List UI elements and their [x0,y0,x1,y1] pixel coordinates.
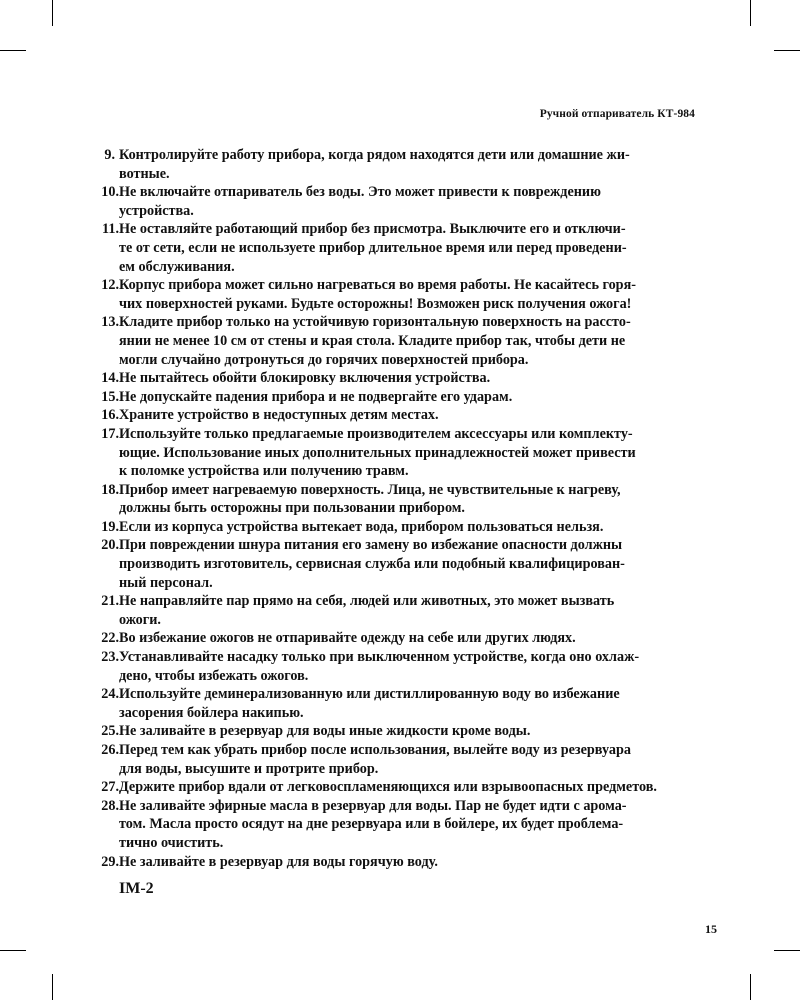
item-text: Если из корпуса устройства вытекает вода, прибором пользоваться нельзя. [119,518,604,535]
item-text: Не допускайте падения прибора и не подвергайте его ударам. [119,388,513,405]
item-text: Держите прибор вдали от легковоспламеняющихся или взрывоопасных предметов. [119,779,657,796]
item-number: 13. [101,314,119,331]
item-number: 22. [101,630,119,647]
list-item [92,778,700,797]
list-item [92,220,700,276]
item-text: Не направляйте пар прямо на себя, людей или животных, это может вызвать ожоги. [119,593,615,628]
list-item [92,369,700,388]
item-text: Используйте деминерализованную или дистиллированную воду во избежание засорения бойлера накипью. [119,686,620,721]
list-item [92,183,700,220]
list-item [92,629,700,648]
list-item [92,685,700,722]
item-text: Прибор имеет нагреваемую поверхность. Лица, не чувствительные к нагреву, должны быть осторожны при пользовании прибором. [119,481,621,517]
page-number: 15 [705,922,717,936]
item-text: Не оставляйте работающий прибор без присмотра. Выключите его и отключи- те от сети, если не используете прибор длительное время или перед проведени- ем обслуживания. [119,221,627,275]
list-item [92,797,700,853]
item-text: При повреждении шнура питания его замену во избежание опасности должны производить изготовитель, сервисная служба или подобный квалифицирован- ный персонал. [119,537,625,591]
item-number: 27. [101,779,119,796]
item-text: Во избежание ожогов не отпаривайте одежду на себе или других людях. [119,630,576,647]
item-number: 16. [101,407,119,424]
crop-mark-right-top [774,50,800,51]
item-text: Храните устройство в недоступных детям местах. [119,407,439,424]
list-item [92,388,700,407]
item-number: 28. [101,797,119,814]
item-text: Устанавливайте насадку только при выключенном устройстве, когда оно охлаж- дено, чтобы избежать ожогов. [119,649,640,684]
list-item [92,536,700,592]
list-item [92,406,700,425]
item-number: 17. [101,425,119,442]
crop-mark-left-top [0,50,26,51]
list-item [92,481,700,518]
item-text: Корпус прибора может сильно нагреваться во время работы. Не касайтесь горя- чих поверхностей руками. Будьте осторожны! Возможен риск получения ожога! [119,277,636,312]
item-text: Контролируйте работу прибора, когда рядом находятся дети или домашние жи- вотные. [119,147,630,182]
item-text: Не заливайте в резервуар для воды горячую воду. [119,853,438,870]
item-number: 18. [101,481,119,498]
item-number: 10. [101,184,119,201]
item-text: Не заливайте эфирные масла в резервуар для воды. Пар не будет идти с арома- том. Масла просто осядут на дне резервуара или в бойлере, их будет проблема- тично очистить. [119,797,627,851]
item-number: 20. [101,537,119,554]
item-number: 23. [101,649,119,666]
item-number: 9. [104,147,115,163]
list-item [92,592,700,629]
list-item [92,425,700,481]
item-number: 29. [101,853,119,870]
item-text: Не заливайте в резервуар для воды иные жидкости кроме воды. [119,723,531,740]
running-header: Ручной отпариватель КТ-984 [539,108,695,120]
item-number: 26. [101,742,119,758]
crop-mark-top-right [750,0,751,26]
list-item [92,276,700,313]
item-number: 15. [101,388,119,405]
item-number: 11. [102,221,119,238]
list-item [92,146,700,183]
safety-instructions-list [92,146,700,871]
item-number: 24. [101,686,119,703]
crop-mark-bottom-right [750,974,751,1000]
list-item [92,853,700,872]
item-text: Не включайте отпариватель без воды. Это может привести к повреждению устройства. [119,184,601,219]
item-text: Не пытайтесь обойти блокировку включения устройства. [119,370,491,387]
item-number: 14. [101,370,119,387]
item-text: Используйте только предлагаемые производителем аксессуары или комплекту- ющие. Использование иных дополнительных принадлежностей может привести к поломке устройства или получению травм. [119,425,636,480]
item-number: 12. [101,277,119,294]
crop-mark-right-bottom [774,950,800,951]
item-text: Кладите прибор только на устойчивую горизонтальную поверхность на рассто- янии не менее 10 см от стены и края стола. Кладите прибор так, чтобы дети не могли случайно дотронуться до горячих поверхностей прибора. [119,314,631,368]
list-item [92,313,700,369]
list-item [92,648,700,685]
crop-mark-bottom-left [52,974,53,1000]
crop-mark-left-bottom [0,950,26,951]
item-text: Перед тем как убрать прибор после использования, вылейте воду из резервуара для воды, высушите и протрите прибор. [119,742,631,777]
list-item [92,741,700,778]
list-item [92,518,700,537]
item-number: 25. [101,723,119,740]
item-number: 21. [101,593,119,610]
list-item [92,722,700,741]
item-number: 19. [101,518,119,535]
crop-mark-top-left [52,0,53,26]
document-code: IM-2 [119,880,154,897]
